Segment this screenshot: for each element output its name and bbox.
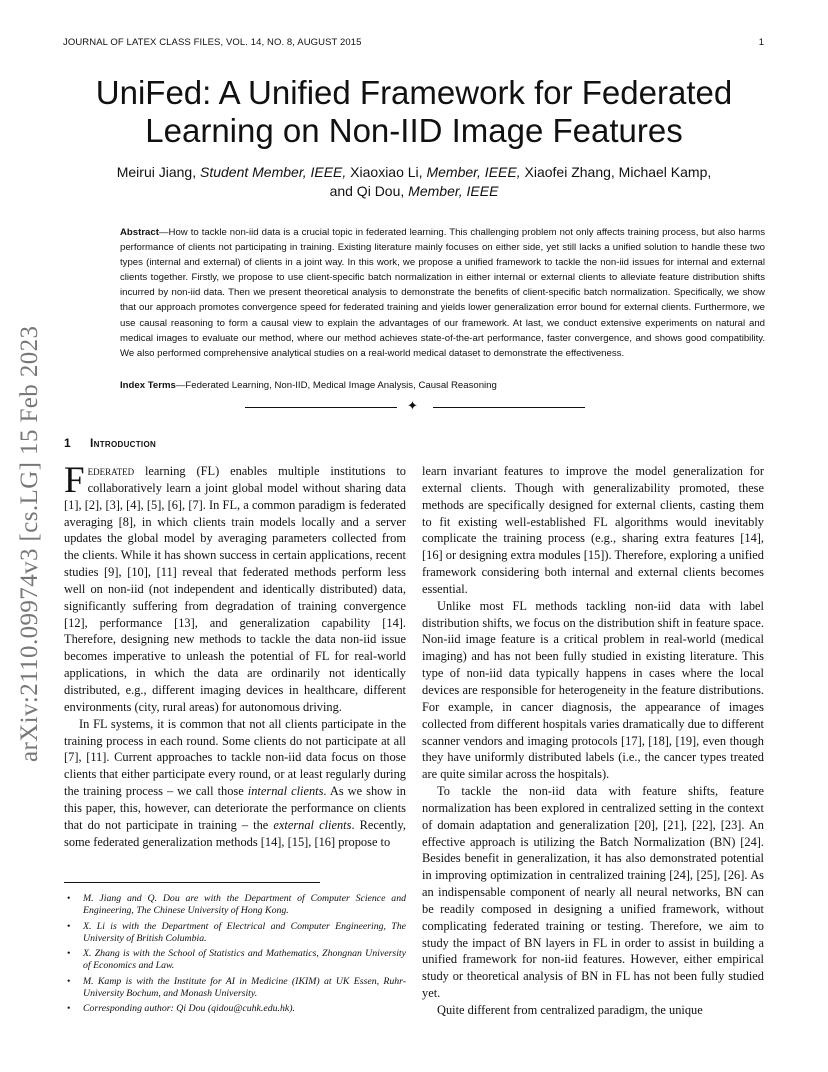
emphasis: internal clients bbox=[247, 784, 324, 799]
author-role: Member, IEEE, bbox=[426, 164, 521, 180]
abstract-label: Abstract bbox=[120, 227, 159, 238]
author-name: Xiaoxiao Li, bbox=[350, 164, 423, 180]
emphasis: external clients bbox=[273, 817, 352, 832]
footnote: • Corresponding author: Qi Dou (qidou@cuhk.edu.hk). bbox=[64, 1003, 406, 1015]
author-name: Xiaofei Zhang, Michael Kamp, bbox=[524, 164, 712, 180]
abstract bbox=[120, 225, 765, 361]
drop-cap: F bbox=[64, 460, 85, 501]
paragraph-text: In FL systems, it is common that not all clients participate in the training process in each round. Some clients do not participate at all [7], [11]. Current approaches to tackle non-iid data focus on those clients that either participate every round, or at least regularly during the training process – we call those bbox=[64, 716, 406, 799]
index-terms bbox=[120, 379, 765, 393]
arxiv-identifier-stamp: arXiv:2110.09974v3 [cs.LG] 15 Feb 2023 bbox=[16, 325, 43, 762]
paragraph: learn invariant features to improve the model generalization for external clients. Though with generalizability promoted, these methods are specifically designed for external clients, casting them to fit existing well-established FL algorithms would inevitably complicate the training process (e.g., sharing extra features [14], [16] or designing extra modules [15]). Therefore, exploring a unified framework considering both internal and external clients becomes essential. bbox=[422, 464, 764, 596]
page-number: 1 bbox=[758, 37, 764, 48]
right-column bbox=[422, 463, 764, 1019]
author-role: Student Member, IEEE, bbox=[199, 164, 347, 180]
paragraph-text: . As we show in this paper, this, however, can deteriorate the performance on clients that do not participate in training – the bbox=[64, 784, 407, 832]
section-number: 1 bbox=[64, 436, 71, 450]
author-name: Meirui Jiang, bbox=[116, 164, 197, 180]
paragraph: Unlike most FL methods tackling non-iid data with label distribution shifts, we focus on the distribution shift in feature space. Non-iid image feature is a critical problem in real-world (medical imaging) and has not been fully studied in existing literature. This type of non-iid data typically happens in cases where the local devices are responsible for heterogeneity in the feature distributions. For example, in cancer diagnosis, the appearance of images collected from different hospitals varies dramatically due to different scanner vendors and imaging protocols [17], [18], [19], even though they have uniformly distributed labels (i.e., the cancer types treated are quite similar across the hospitals). bbox=[422, 598, 764, 782]
paper-title: UniFed: A Unified Framework for Federated Learning on Non-IID Image Features bbox=[95, 74, 733, 149]
paragraph: To tackle the non-iid data with feature shifts, feature normalization has been explored in centralized setting in the context of domain adaptation and generalization [20], [21], [22], [23]. An effective approach is utilizing the Batch Normalization (BN) [24]. Besides benefit in generalization, it has also demonstrated potential in improving optimization in centralized training [24], [25], [26]. As an indispensable component of nearly all neural networks, BN can be readily composed in designing a unified framework, without complicating federated training or testing. Therefore, we aim to study the impact of BN layers in FL in order to assist in building a unified framework for non-iid features. However, either empirical study or theoretical analysis of BN in FL has not been fully studied yet. bbox=[422, 784, 764, 1001]
divider-line-right bbox=[433, 407, 585, 408]
paragraph bbox=[64, 716, 406, 851]
footnote: • X. Li is with the Department of Electrical and Computer Engineering, The University of British Columbia. bbox=[64, 921, 406, 946]
divider-line-left bbox=[245, 407, 397, 408]
footnote-list bbox=[64, 893, 406, 1019]
diamond-star-icon: ✦ bbox=[407, 398, 418, 413]
section-heading bbox=[64, 436, 156, 450]
section-divider bbox=[245, 400, 585, 414]
index-terms-label: Index Terms bbox=[120, 380, 176, 391]
author-list bbox=[60, 163, 768, 201]
paragraph bbox=[64, 460, 406, 716]
author-role: Member, IEEE bbox=[408, 183, 499, 199]
running-head: JOURNAL OF LATEX CLASS FILES, VOL. 14, NO. 8, AUGUST 2015 bbox=[63, 37, 362, 48]
author-name: and Qi Dou, bbox=[329, 183, 405, 199]
section-title: Introduction bbox=[90, 436, 157, 450]
paragraph-text: . Recently, some federated generalization methods [14], [15], [16] propose to bbox=[64, 817, 406, 849]
footnote: • M. Kamp is with the Institute for AI in Medicine (IKIM) at UK Essen, Ruhr-University Bochum, and Monash University. bbox=[64, 976, 406, 1001]
footnote-rule bbox=[64, 882, 320, 883]
paragraph: Quite different from centralized paradigm, the unique bbox=[437, 1003, 703, 1017]
left-column bbox=[64, 460, 407, 850]
lead-smallcaps: ederated bbox=[87, 464, 135, 478]
footnote: • M. Jiang and Q. Dou are with the Department of Computer Science and Engineering, The Chinese University of Hong Kong. bbox=[64, 893, 406, 918]
index-terms-text: —Federated Learning, Non-IID, Medical Image Analysis, Causal Reasoning bbox=[175, 380, 497, 391]
footnote: • X. Zhang is with the School of Statistics and Mathematics, Zhongnan University of Economics and Law. bbox=[64, 948, 406, 973]
paragraph-text: learning (FL) enables multiple institutions to collaboratively learn a joint global model without sharing data [1], [2], [3], [4], [5], [6], [7]. In FL, a common paradigm is federated averaging [8], in which clients train models locally and a server updates the global model by averaging parameters collected from the clients. While it has shown success in certain applications, recent studies [9], [10], [11] reveal that federated methods perform less well on non-iid (not independent and identically distributed) data, significantly suffering from degradation of training convergence [12], performance [13], and generalization capability [14]. Therefore, designing new methods to tackle the data non-iid issue becomes imperative to unleash the potential of FL for real-world applications, in which the data are ordinarily not identically distributed, e.g., different imaging devices in healthcare, different environments (city, rural areas) for autonomous driving. bbox=[64, 464, 406, 714]
abstract-text: —How to tackle non-iid data is a crucial topic in federated learning. This challenging problem not only affects training process, but also harms performance of clients not participating in training. Existing literature mainly focuses on either side, yet still lacks a unified solution to handle these two types (internal and external) of clients in a joint way. In this work, we propose a unified framework to tackle the non-iid issues for internal and external clients together. Firstly, we propose to use client-specific batch normalization in either internal or external clients to alleviate feature distribution shifts incurred by non-iid data. Then we present theoretical analysis to demonstrate the benefits of client-specific batch normalization. Specifically, we show that our approach promotes convergence speed for federated training and yields lower generalization error bound for external clients. Furthermore, we use causal reasoning to form a causal view to explain the advantages of our framework. At last, we conduct extensive experiments on natural and medical images to evaluate our method, where our method achieves state-of-the-art performance, faster convergence, and shows good compatibility. We also performed comprehensive analytical studies on a real-world medical dataset to demonstrate the effectiveness. bbox=[120, 227, 765, 359]
